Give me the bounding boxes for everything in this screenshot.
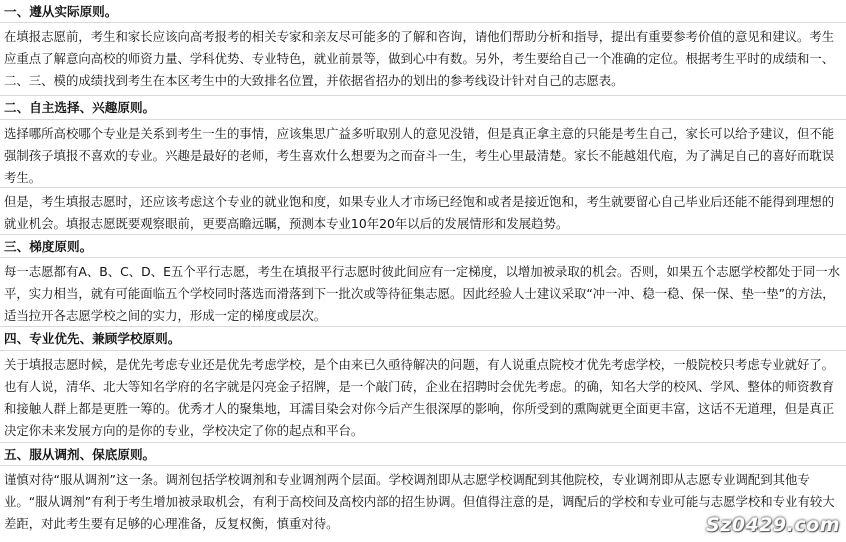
section-heading: 二、自主选择、兴趣原则。 — [0, 96, 846, 120]
site-watermark: Sz0429.com — [706, 514, 840, 536]
section-paragraph: 但是，考生填报志愿时，还应该考虑这个专业的就业饱和度，如果专业人才市场已经饱和或者是接近饱和，考生就要留心自己毕业后还能不能得到理想的就业机会。填报志愿既要观察眼前，更要高瞻远瞩，预测本专业10年20年以后的发展情形和发展趋势。 — [0, 188, 846, 235]
section-paragraph: 在填报志愿前，考生和家长应该向高考报考的相关专家和亲友尽可能多的了解和咨询，请他们帮助分析和指导，提出有重要参考价值的意见和建议。考生应重点了解意向高校的师资力量、学科优势、专业特色，就业前景等，做到心中有数。另外，考生要给自己一个准确的定位。根据考生平时的成绩和一、二、三、模的成绩找到考生在本区考生中的大致排名位置，并依据省招办的划出的参考线设计针对自己的志愿表。 — [0, 23, 846, 96]
section-heading: 四、专业优先、兼顾学校原则。 — [0, 327, 846, 351]
section-paragraph: 每一志愿都有A、B、C、D、E五个平行志愿，考生在填报平行志愿时彼此间应有一定梯度，以增加被录取的机会。否则，如果五个志愿学校都处于同一水平，实力相当，就有可能面临五个学校同时落选而滑落到下一批次或等待征集志愿。因此经验人士建议采取“冲一冲、稳一稳、保一保、垫一垫”的方法，适当拉开各志愿学校之间的实力，形成一定的梯度或层次。 — [0, 258, 846, 327]
section-paragraph: 关于填报志愿时候，是优先考虑专业还是优先考虑学校，是个由来已久亟待解决的问题，有人说重点院校才优先考虑学校，一般院校只考虑专业就好了。也有人说，清华、北大等知名学府的名字就是闪亮金子招牌，是一个敲门砖，企业在招聘时会优先考虑。的确，知名大学的校风、学风、整体的师资教育和接触人群上都是更胜一筹的。优秀才人的聚集地，耳濡目染会对你今后产生很深厚的影响，你所受到的熏陶就更全面更丰富，这话不无道理，但是真正决定你未来发展方向的是你的专业，学校决定了你的起点和平台。 — [0, 351, 846, 443]
section-paragraph: 谨慎对待“服从调剂”这一条。调剂包括学校调剂和专业调剂两个层面。学校调剂即从志愿学校调配到其他院校，专业调剂即从志愿专业调配到其他专业。“服从调剂”有利于考生增加被录取机会，有利于高校间及高校内部的招生协调。但值得注意的是，调配后的学校和专业可能与志愿学校和专业有较大差距，对此考生要有足够的心理准备，反复权衡，慎重对待。 — [4, 472, 835, 531]
section-heading: 三、梯度原则。 — [0, 235, 846, 258]
section-paragraph: 选择哪所高校哪个专业是关系到考生一生的事情，应该集思广益多听取别人的意见没错，但是真正拿主意的只能是考生自己，家长可以给予建议，但不能强制孩子填报不喜欢的专业。兴趣是最好的老师，考生喜欢什么想要为之而奋斗一生，考生心里最清楚。家长不能越俎代庖，为了满足自己的喜好而耽误考生。 — [0, 120, 846, 188]
section-heading: 五、服从调剂、保底原则。 — [0, 443, 846, 466]
section-heading: 一、遵从实际原则。 — [0, 0, 846, 23]
